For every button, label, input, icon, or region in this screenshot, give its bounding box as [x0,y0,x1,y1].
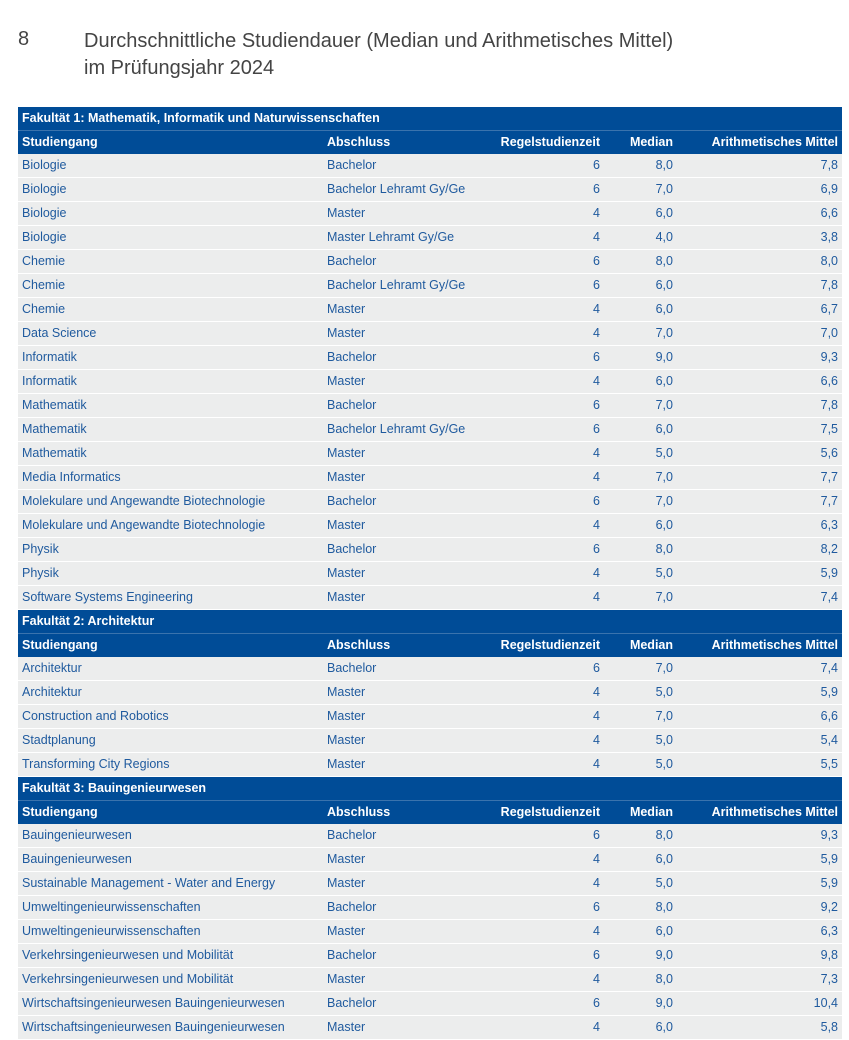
cell-mittel: 6,3 [677,920,842,944]
cell-studiengang: Umweltingenieurwissenschaften [18,920,323,944]
cell-regelstudienzeit: 4 [483,466,604,490]
cell-median: 6,0 [604,418,677,442]
cell-regelstudienzeit: 6 [483,490,604,514]
cell-abschluss: Master [323,514,483,538]
cell-median: 5,0 [604,681,677,705]
cell-mittel: 6,9 [677,178,842,202]
cell-studiengang: Mathematik [18,418,323,442]
cell-abschluss: Master [323,586,483,610]
cell-abschluss: Master [323,562,483,586]
table-row [18,514,842,538]
table-row [18,562,842,586]
cell-abschluss: Bachelor [323,346,483,370]
table-row [18,418,842,442]
cell-regelstudienzeit: 6 [483,824,604,848]
table-row [18,920,842,944]
table-row [18,872,842,896]
cell-abschluss: Master [323,322,483,346]
cell-studiengang: Verkehrsingenieurwesen und Mobilität [18,944,323,968]
cell-abschluss: Bachelor [323,154,483,178]
cell-mittel: 8,0 [677,250,842,274]
cell-mittel: 5,9 [677,848,842,872]
cell-abschluss: Master [323,681,483,705]
cell-median: 5,0 [604,442,677,466]
cell-studiengang: Chemie [18,250,323,274]
cell-abschluss: Bachelor Lehramt Gy/Ge [323,274,483,298]
cell-regelstudienzeit: 4 [483,872,604,896]
cell-studiengang: Informatik [18,346,323,370]
cell-median: 6,0 [604,370,677,394]
cell-studiengang: Biologie [18,202,323,226]
cell-studiengang: Architektur [18,681,323,705]
cell-regelstudienzeit: 4 [483,322,604,346]
cell-mittel: 8,2 [677,538,842,562]
cell-abschluss: Master [323,202,483,226]
table-row [18,370,842,394]
cell-abschluss: Bachelor [323,538,483,562]
cell-regelstudienzeit: 4 [483,753,604,777]
faculty-header-row [18,610,842,634]
cell-abschluss: Bachelor [323,250,483,274]
cell-abschluss: Bachelor [323,944,483,968]
table-row [18,657,842,681]
cell-mittel: 9,8 [677,944,842,968]
cell-regelstudienzeit: 6 [483,394,604,418]
faculty-title: Fakultät 2: Architektur [18,610,842,634]
cell-median: 6,0 [604,920,677,944]
table-row [18,753,842,777]
cell-mittel: 7,0 [677,322,842,346]
cell-regelstudienzeit: 6 [483,657,604,681]
cell-regelstudienzeit: 6 [483,274,604,298]
cell-abschluss: Bachelor [323,657,483,681]
cell-regelstudienzeit: 6 [483,944,604,968]
cell-regelstudienzeit: 4 [483,848,604,872]
column-header-median: Median [604,801,677,825]
cell-median: 7,0 [604,490,677,514]
cell-studiengang: Chemie [18,274,323,298]
column-header-row [18,801,842,825]
cell-regelstudienzeit: 4 [483,681,604,705]
cell-median: 7,0 [604,178,677,202]
table-row [18,226,842,250]
cell-median: 7,0 [604,705,677,729]
cell-studiengang: Data Science [18,322,323,346]
cell-mittel: 7,7 [677,490,842,514]
cell-abschluss: Master [323,753,483,777]
cell-abschluss: Bachelor [323,992,483,1016]
cell-median: 6,0 [604,274,677,298]
cell-studiengang: Bauingenieurwesen [18,848,323,872]
cell-regelstudienzeit: 4 [483,226,604,250]
cell-studiengang: Architektur [18,657,323,681]
cell-studiengang: Verkehrsingenieurwesen und Mobilität [18,968,323,992]
cell-abschluss: Bachelor Lehramt Gy/Ge [323,418,483,442]
table-row [18,202,842,226]
cell-median: 8,0 [604,154,677,178]
cell-median: 6,0 [604,1016,677,1040]
table-row [18,298,842,322]
cell-studiengang: Biologie [18,154,323,178]
cell-mittel: 7,8 [677,274,842,298]
column-header-abschluss: Abschluss [323,801,483,825]
page-title [84,28,673,82]
table-row [18,346,842,370]
cell-abschluss: Master [323,920,483,944]
cell-regelstudienzeit: 6 [483,346,604,370]
table-row [18,250,842,274]
cell-mittel: 6,6 [677,705,842,729]
cell-mittel: 6,3 [677,514,842,538]
cell-mittel: 10,4 [677,992,842,1016]
table-row [18,992,842,1016]
cell-regelstudienzeit: 6 [483,178,604,202]
cell-studiengang: Umweltingenieurwissenschaften [18,896,323,920]
faculty-title: Fakultät 1: Mathematik, Informatik und Naturwissenschaften [18,107,842,131]
column-header-mittel: Arithmetisches Mittel [677,801,842,825]
cell-mittel: 7,8 [677,394,842,418]
cell-regelstudienzeit: 6 [483,992,604,1016]
study-duration-table [18,107,842,1040]
cell-median: 5,0 [604,872,677,896]
cell-studiengang: Biologie [18,178,323,202]
cell-median: 4,0 [604,226,677,250]
cell-median: 7,0 [604,322,677,346]
cell-regelstudienzeit: 4 [483,514,604,538]
cell-abschluss: Master [323,872,483,896]
column-header-regelstudienzeit: Regelstudienzeit [483,801,604,825]
cell-mittel: 6,6 [677,202,842,226]
cell-median: 8,0 [604,538,677,562]
cell-studiengang: Physik [18,562,323,586]
column-header-studiengang: Studiengang [18,634,323,658]
cell-regelstudienzeit: 4 [483,920,604,944]
column-header-abschluss: Abschluss [323,131,483,155]
cell-abschluss: Bachelor Lehramt Gy/Ge [323,178,483,202]
cell-studiengang: Wirtschaftsingenieurwesen Bauingenieurwesen [18,1016,323,1040]
column-header-regelstudienzeit: Regelstudienzeit [483,634,604,658]
table-row [18,154,842,178]
cell-studiengang: Sustainable Management - Water and Energy [18,872,323,896]
cell-mittel: 5,9 [677,872,842,896]
cell-mittel: 5,5 [677,753,842,777]
table-row [18,586,842,610]
cell-abschluss: Bachelor [323,896,483,920]
cell-studiengang: Physik [18,538,323,562]
cell-regelstudienzeit: 6 [483,538,604,562]
table-row [18,322,842,346]
cell-mittel: 9,3 [677,346,842,370]
cell-median: 8,0 [604,250,677,274]
table-row [18,896,842,920]
cell-abschluss: Master [323,442,483,466]
cell-studiengang: Chemie [18,298,323,322]
cell-mittel: 7,4 [677,657,842,681]
cell-regelstudienzeit: 4 [483,298,604,322]
cell-mittel: 5,9 [677,562,842,586]
table-row [18,824,842,848]
cell-abschluss: Master [323,968,483,992]
cell-studiengang: Bauingenieurwesen [18,824,323,848]
cell-studiengang: Software Systems Engineering [18,586,323,610]
cell-abschluss: Master [323,729,483,753]
cell-median: 7,0 [604,586,677,610]
cell-abschluss: Master [323,705,483,729]
faculty-header-row [18,107,842,131]
cell-median: 9,0 [604,992,677,1016]
cell-studiengang: Construction and Robotics [18,705,323,729]
cell-median: 7,0 [604,394,677,418]
cell-abschluss: Bachelor [323,824,483,848]
column-header-mittel: Arithmetisches Mittel [677,634,842,658]
cell-studiengang: Informatik [18,370,323,394]
cell-median: 8,0 [604,896,677,920]
cell-mittel: 7,3 [677,968,842,992]
cell-median: 8,0 [604,824,677,848]
column-header-regelstudienzeit: Regelstudienzeit [483,131,604,155]
cell-mittel: 5,9 [677,681,842,705]
cell-mittel: 5,4 [677,729,842,753]
table-row [18,442,842,466]
cell-median: 9,0 [604,346,677,370]
table-row [18,274,842,298]
cell-studiengang: Mathematik [18,394,323,418]
cell-median: 5,0 [604,729,677,753]
column-header-median: Median [604,634,677,658]
cell-abschluss: Master [323,466,483,490]
column-header-studiengang: Studiengang [18,131,323,155]
cell-abschluss: Master [323,298,483,322]
cell-abschluss: Bachelor [323,394,483,418]
cell-regelstudienzeit: 6 [483,250,604,274]
table-row [18,394,842,418]
cell-studiengang: Media Informatics [18,466,323,490]
cell-median: 7,0 [604,657,677,681]
cell-regelstudienzeit: 4 [483,968,604,992]
cell-mittel: 7,8 [677,154,842,178]
cell-median: 7,0 [604,466,677,490]
cell-regelstudienzeit: 4 [483,562,604,586]
column-header-row [18,634,842,658]
cell-median: 6,0 [604,514,677,538]
cell-studiengang: Stadtplanung [18,729,323,753]
cell-regelstudienzeit: 4 [483,729,604,753]
cell-median: 6,0 [604,298,677,322]
column-header-abschluss: Abschluss [323,634,483,658]
cell-median: 6,0 [604,202,677,226]
table-row [18,944,842,968]
cell-regelstudienzeit: 6 [483,154,604,178]
cell-abschluss: Master [323,370,483,394]
cell-abschluss: Master [323,848,483,872]
cell-studiengang: Biologie [18,226,323,250]
cell-median: 9,0 [604,944,677,968]
cell-studiengang: Transforming City Regions [18,753,323,777]
table-row [18,705,842,729]
cell-median: 5,0 [604,562,677,586]
page-title-line-2: im Prüfungsjahr 2024 [84,57,275,79]
cell-mittel: 9,3 [677,824,842,848]
cell-mittel: 7,5 [677,418,842,442]
cell-studiengang: Molekulare und Angewandte Biotechnologie [18,514,323,538]
table-row [18,538,842,562]
table-row [18,681,842,705]
column-header-mittel: Arithmetisches Mittel [677,131,842,155]
cell-studiengang: Molekulare und Angewandte Biotechnologie [18,490,323,514]
cell-mittel: 9,2 [677,896,842,920]
page-number: 8 [18,28,30,50]
cell-abschluss: Master Lehramt Gy/Ge [323,226,483,250]
page-title-line-1: Durchschnittliche Studiendauer (Median und Arithmetisches Mittel) [84,30,674,52]
cell-mittel: 6,6 [677,370,842,394]
cell-median: 6,0 [604,848,677,872]
column-header-row [18,131,842,155]
cell-regelstudienzeit: 4 [483,370,604,394]
table-row [18,968,842,992]
table-row [18,1016,842,1040]
cell-abschluss: Master [323,1016,483,1040]
faculty-header-row [18,777,842,801]
cell-regelstudienzeit: 4 [483,202,604,226]
faculty-title: Fakultät 3: Bauingenieurwesen [18,777,842,801]
cell-abschluss: Bachelor [323,490,483,514]
table-row [18,729,842,753]
cell-regelstudienzeit: 4 [483,586,604,610]
column-header-studiengang: Studiengang [18,801,323,825]
cell-mittel: 5,6 [677,442,842,466]
cell-median: 8,0 [604,968,677,992]
cell-median: 5,0 [604,753,677,777]
cell-regelstudienzeit: 4 [483,442,604,466]
cell-regelstudienzeit: 4 [483,705,604,729]
cell-mittel: 7,4 [677,586,842,610]
cell-mittel: 3,8 [677,226,842,250]
table-row [18,490,842,514]
cell-mittel: 6,7 [677,298,842,322]
table-row [18,178,842,202]
cell-studiengang: Mathematik [18,442,323,466]
table-row [18,466,842,490]
cell-regelstudienzeit: 4 [483,1016,604,1040]
table-row [18,848,842,872]
cell-regelstudienzeit: 6 [483,418,604,442]
column-header-median: Median [604,131,677,155]
cell-regelstudienzeit: 6 [483,896,604,920]
cell-mittel: 5,8 [677,1016,842,1040]
cell-studiengang: Wirtschaftsingenieurwesen Bauingenieurwesen [18,992,323,1016]
cell-mittel: 7,7 [677,466,842,490]
